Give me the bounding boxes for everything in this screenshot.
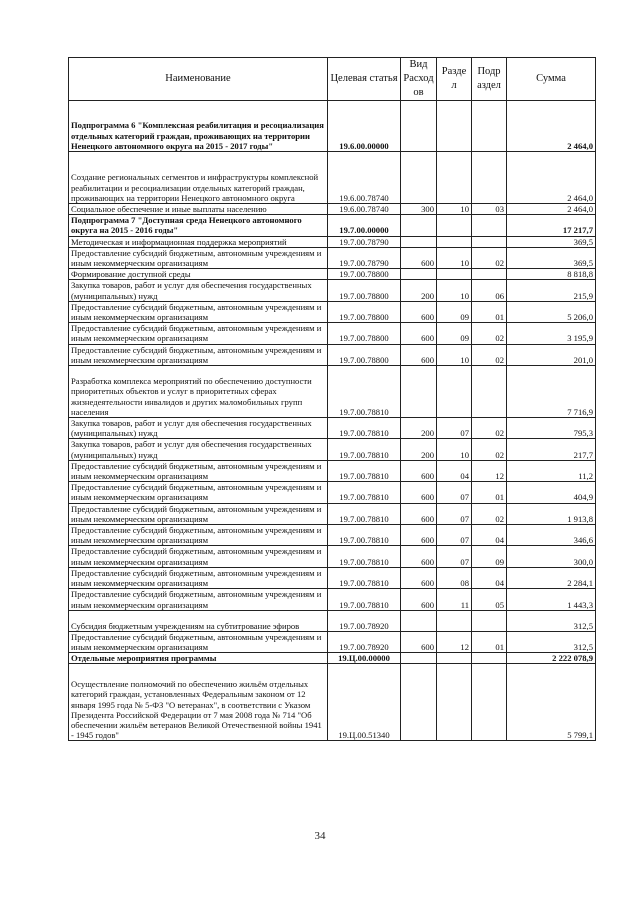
row-expense-type [401,664,437,741]
header-name: Наименование [69,58,328,101]
row-expense-type: 600 [401,301,437,322]
row-target-code: 19.7.00.78810 [328,503,401,524]
row-name: Предоставление субсидий бюджетным, автономным учреждениям и иным некоммерческим организациям [69,460,328,481]
row-sum: 7 716,9 [507,366,596,418]
table-header-row [69,58,596,101]
row-target-code: 19.6.00.78740 [328,204,401,215]
row-target-code: 19.7.00.78810 [328,460,401,481]
row-subsection: 01 [472,631,507,652]
table-row [69,280,596,301]
row-name: Предоставление субсидий бюджетным, автономным учреждениям и иным некоммерческим организациям [69,525,328,546]
row-expense-type: 600 [401,482,437,503]
row-name: Предоставление субсидий бюджетным, автономным учреждениям и иным некоммерческим организациям [69,482,328,503]
row-expense-type: 600 [401,503,437,524]
row-section: 07 [437,525,472,546]
table-body [69,101,596,741]
row-sum: 369,5 [507,247,596,268]
row-section [437,152,472,204]
row-sum: 215,9 [507,280,596,301]
table-row [69,482,596,503]
row-section: 07 [437,546,472,567]
row-expense-type [401,152,437,204]
row-name: Предоставление субсидий бюджетным, автономным учреждениям и иным некоммерческим организациям [69,546,328,567]
row-target-code: 19.Ц.00.51340 [328,664,401,741]
row-section: 10 [437,344,472,365]
row-section [437,664,472,741]
row-sum: 2 464,0 [507,101,596,152]
row-subsection: 04 [472,525,507,546]
header-podrazdel: Подр аздел [472,58,507,101]
row-subsection [472,664,507,741]
row-target-code: 19.7.00.78790 [328,236,401,247]
row-expense-type: 600 [401,344,437,365]
row-subsection: 02 [472,503,507,524]
table-row [69,460,596,481]
header-sum: Сумма [507,58,596,101]
row-expense-type [401,215,437,236]
row-name: Закупка товаров, работ и услуг для обеспечения государственных (муниципальных) нужд [69,280,328,301]
table-row [69,344,596,365]
row-name: Предоставление субсидий бюджетным, автономным учреждениям и иным некоммерческим организациям [69,344,328,365]
row-target-code: 19.7.00.78810 [328,525,401,546]
row-name: Предоставление субсидий бюджетным, автономным учреждениям и иным некоммерческим организациям [69,631,328,652]
table-row [69,525,596,546]
row-subsection [472,236,507,247]
row-target-code: 19.7.00.78800 [328,280,401,301]
row-name: Отдельные мероприятия программы [69,653,328,664]
row-sum: 8 818,8 [507,269,596,280]
row-sum: 5 799,1 [507,664,596,741]
row-name: Формирование доступной среды [69,269,328,280]
row-sum: 2 464,0 [507,204,596,215]
row-expense-type [401,610,437,631]
row-subsection: 02 [472,323,507,344]
table-row [69,589,596,610]
row-subsection: 04 [472,567,507,588]
row-subsection [472,610,507,631]
row-expense-type: 600 [401,460,437,481]
row-name: Социальное обеспечение и иные выплаты населению [69,204,328,215]
row-section: 09 [437,323,472,344]
row-section [437,610,472,631]
row-section: 07 [437,503,472,524]
budget-table [68,57,596,741]
row-name: Субсидия бюджетным учреждениям на субтитрование эфиров [69,610,328,631]
page-number: 34 [314,830,326,842]
row-sum: 2 464,0 [507,152,596,204]
row-section [437,653,472,664]
row-section: 08 [437,567,472,588]
row-name: Закупка товаров, работ и услуг для обеспечения государственных (муниципальных) нужд [69,439,328,460]
row-target-code: 19.7.00.00000 [328,215,401,236]
row-sum: 11,2 [507,460,596,481]
row-sum: 404,9 [507,482,596,503]
row-sum: 2 284,1 [507,567,596,588]
table-row [69,366,596,418]
row-target-code: 19.7.00.78810 [328,366,401,418]
row-section: 10 [437,439,472,460]
row-target-code: 19.7.00.78810 [328,589,401,610]
row-section [437,269,472,280]
row-expense-type: 200 [401,439,437,460]
row-target-code: 19.7.00.78790 [328,247,401,268]
table-row [69,418,596,439]
row-target-code: 19.7.00.78810 [328,439,401,460]
row-subsection: 12 [472,460,507,481]
table-row [69,631,596,652]
row-name: Предоставление субсидий бюджетным, автономным учреждениям и иным некоммерческим организациям [69,503,328,524]
table-row [69,664,596,741]
table-row [69,101,596,152]
table-row [69,269,596,280]
row-sum: 312,5 [507,610,596,631]
row-subsection: 02 [472,439,507,460]
table-row [69,236,596,247]
row-section: 12 [437,631,472,652]
row-name: Закупка товаров, работ и услуг для обеспечения государственных (муниципальных) нужд [69,418,328,439]
row-subsection [472,101,507,152]
row-name: Методическая и информационная поддержка мероприятий [69,236,328,247]
row-subsection: 02 [472,418,507,439]
table-row [69,247,596,268]
row-name: Подпрограмма 7 "Доступная среда Ненецкого автономного округа на 2015 - 2016 годы" [69,215,328,236]
row-expense-type [401,269,437,280]
row-sum: 17 217,7 [507,215,596,236]
row-name: Подпрограмма 6 "Комплексная реабилитация и ресоциализация отдельных категорий граждан, проживающих на территории Ненецкого автономного округа на 2015 - 2017 годы" [69,101,328,152]
row-target-code: 19.6.00.00000 [328,101,401,152]
row-subsection: 03 [472,204,507,215]
row-section: 04 [437,460,472,481]
row-name: Осуществление полномочий по обеспечению жильём отдельных категорий граждан, установленных Федеральным законом от 12 января 1995 года № 5-ФЗ "О ветеранах", в соответствии с Указом Президента Российской Федерации от 7 мая 2008 года № 714 "Об обеспечении жильём ветеранов Великой Отечественной войны 1941 - 1945 годов" [69,664,328,741]
row-expense-type: 600 [401,546,437,567]
table-row [69,323,596,344]
row-expense-type: 600 [401,589,437,610]
row-sum: 217,7 [507,439,596,460]
row-subsection: 05 [472,589,507,610]
header-code: Целевая статья [328,58,401,101]
table-row [69,301,596,322]
row-subsection [472,366,507,418]
row-expense-type: 600 [401,567,437,588]
row-target-code: 19.7.00.78810 [328,567,401,588]
table-row [69,567,596,588]
table-row [69,610,596,631]
row-subsection [472,653,507,664]
row-name: Предоставление субсидий бюджетным, автономным учреждениям и иным некоммерческим организациям [69,567,328,588]
row-expense-type [401,653,437,664]
row-name: Предоставление субсидий бюджетным, автономным учреждениям и иным некоммерческим организациям [69,301,328,322]
row-target-code: 19.7.00.78810 [328,482,401,503]
row-target-code: 19.7.00.78800 [328,269,401,280]
document-sheet [68,57,595,741]
row-expense-type: 200 [401,280,437,301]
header-vid: Вид Расход ов [401,58,437,101]
row-name: Создание региональных сегментов и инфраструктуры комплексной реабилитации и ресоциализации отдельных категорий граждан, проживающих на территории Ненецкого автономного округа [69,152,328,204]
row-subsection [472,215,507,236]
row-section: 09 [437,301,472,322]
row-subsection [472,269,507,280]
row-expense-type [401,101,437,152]
row-target-code: 19.7.00.78810 [328,418,401,439]
row-sum: 1 913,8 [507,503,596,524]
table-row [69,215,596,236]
table-row [69,204,596,215]
row-name: Предоставление субсидий бюджетным, автономным учреждениям и иным некоммерческим организациям [69,589,328,610]
row-section [437,366,472,418]
table-row [69,503,596,524]
row-name: Предоставление субсидий бюджетным, автономным учреждениям и иным некоммерческим организациям [69,323,328,344]
row-section: 11 [437,589,472,610]
row-target-code: 19.6.00.78740 [328,152,401,204]
row-target-code: 19.7.00.78920 [328,610,401,631]
row-subsection: 02 [472,344,507,365]
row-sum: 369,5 [507,236,596,247]
row-target-code: 19.7.00.78800 [328,344,401,365]
row-expense-type: 600 [401,247,437,268]
table-row [69,439,596,460]
row-section: 10 [437,204,472,215]
row-sum: 795,3 [507,418,596,439]
row-section [437,101,472,152]
row-name: Предоставление субсидий бюджетным, автономным учреждениям и иным некоммерческим организациям [69,247,328,268]
row-expense-type: 600 [401,323,437,344]
row-section: 10 [437,247,472,268]
row-sum: 300,0 [507,546,596,567]
row-target-code: 19.Ц.00.00000 [328,653,401,664]
table-row [69,152,596,204]
row-subsection: 09 [472,546,507,567]
row-expense-type [401,236,437,247]
row-section [437,215,472,236]
row-target-code: 19.7.00.78800 [328,301,401,322]
row-target-code: 19.7.00.78810 [328,546,401,567]
header-razdel: Разде л [437,58,472,101]
row-subsection: 01 [472,482,507,503]
row-sum: 3 195,9 [507,323,596,344]
row-expense-type: 600 [401,631,437,652]
table-row [69,653,596,664]
row-sum: 1 443,3 [507,589,596,610]
row-expense-type: 200 [401,418,437,439]
row-sum: 201,0 [507,344,596,365]
row-subsection: 06 [472,280,507,301]
row-target-code: 19.7.00.78920 [328,631,401,652]
row-target-code: 19.7.00.78800 [328,323,401,344]
table-row [69,546,596,567]
row-section: 07 [437,482,472,503]
row-sum: 5 206,0 [507,301,596,322]
row-sum: 312,5 [507,631,596,652]
row-subsection [472,152,507,204]
row-expense-type: 300 [401,204,437,215]
row-section [437,236,472,247]
row-section: 07 [437,418,472,439]
row-sum: 346,6 [507,525,596,546]
row-subsection: 01 [472,301,507,322]
row-expense-type [401,366,437,418]
row-expense-type: 600 [401,525,437,546]
row-section: 10 [437,280,472,301]
row-subsection: 02 [472,247,507,268]
row-name: Разработка комплекса мероприятий по обеспечению доступности приоритетных объектов и услуг в приоритетных сферах жизнедеятельности инвалидов и других маломобильных групп населения [69,366,328,418]
row-sum: 2 222 078,9 [507,653,596,664]
